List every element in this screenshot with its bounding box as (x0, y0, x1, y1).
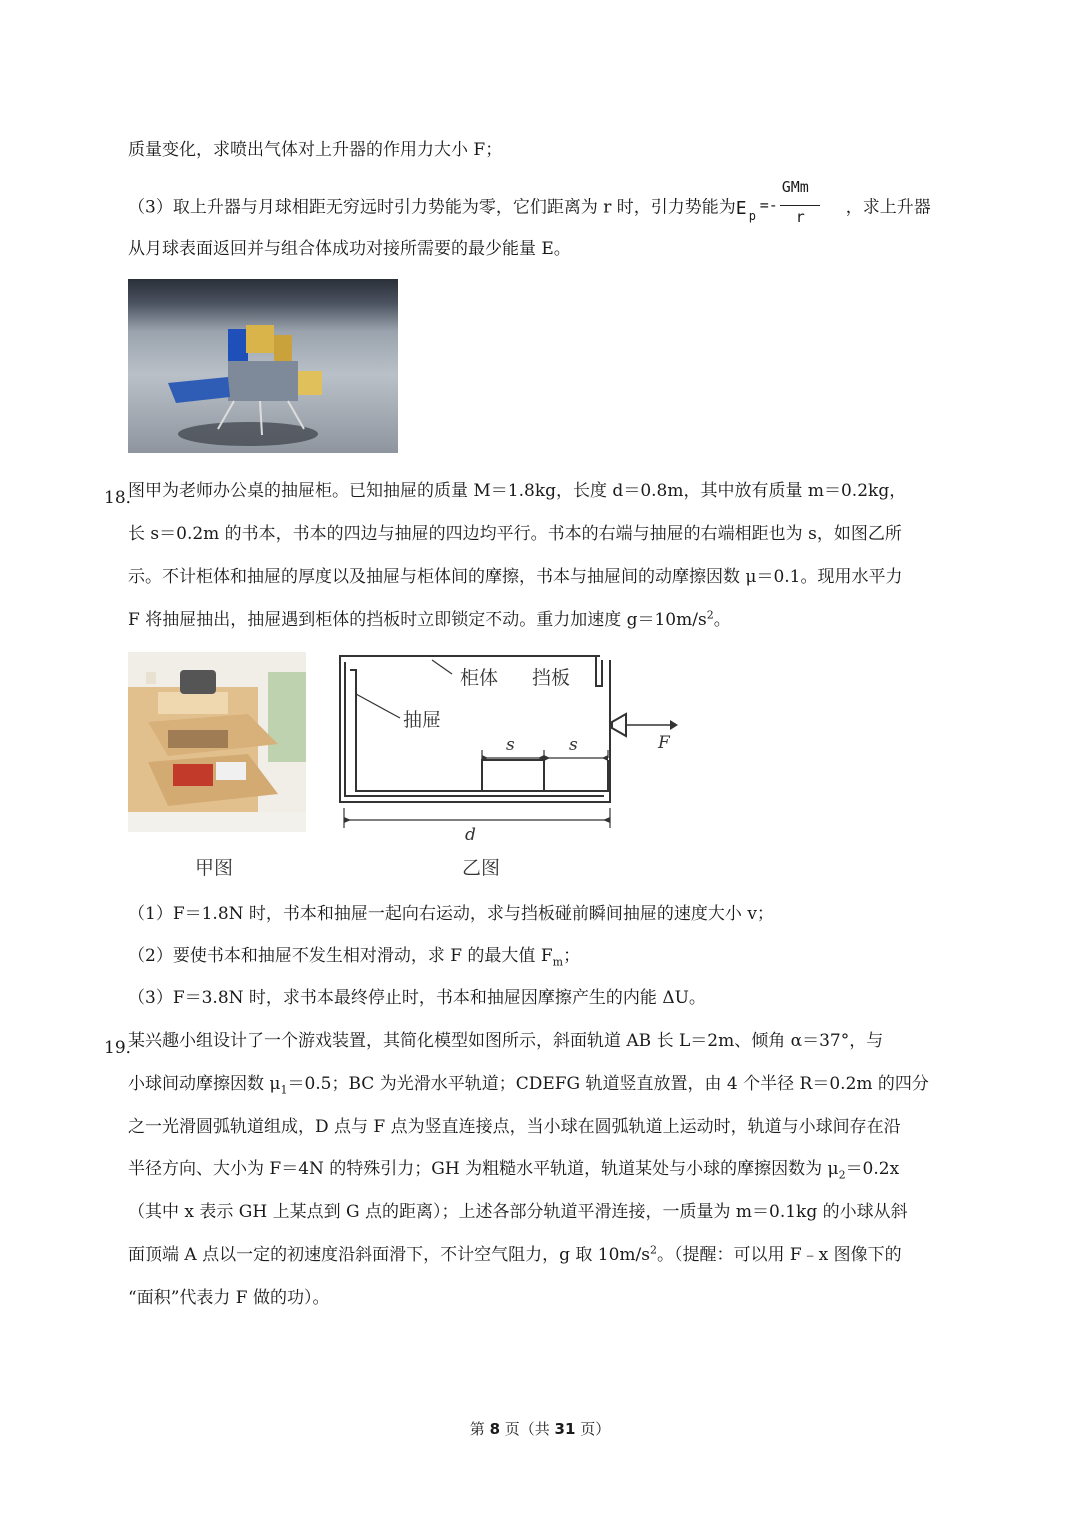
label-drawer: 抽屉 (403, 709, 442, 731)
lander-illustration (128, 279, 398, 453)
fraction-bar (780, 205, 820, 206)
figure-a-caption: 甲图 (195, 857, 234, 879)
q19-line1: 某兴趣小组设计了一个游戏装置，其简化模型如图所示，斜面轨道 AB 长 L＝2m、倾角 α＝37°，与 (128, 1031, 884, 1051)
q19-line4-text: 半径方向、大小为 F＝4N 的特殊引力；GH 为粗糙水平轨道，轨道某处与小球的摩擦因数为 μ (128, 1159, 839, 1179)
q19-line4 (128, 1159, 900, 1182)
label-baffle: 挡板 (532, 667, 571, 689)
drawer-diagram (330, 648, 690, 848)
q18-part3: （3）F＝3.8N 时，求书本最终停止时，书本和抽屉因摩擦产生的内能 ΔU。 (128, 988, 706, 1008)
q18-line1: 图甲为老师办公桌的抽屉柜。已知抽屉的质量 M＝1.8kg，长度 d＝0.8m，其中放有质量 m＝0.2kg， (128, 481, 907, 501)
q19-line4-end: ＝0.2x (845, 1159, 900, 1179)
lunar-lander-image (128, 279, 398, 453)
q18-line4-end: 。 (713, 610, 731, 630)
ep-symbol: E (735, 198, 747, 219)
ep-numerator: GMm (781, 178, 809, 196)
q19-line6-text: 面顶端 A 点以一定的初速度沿斜面滑下，不计空气阻力，g 取 10m/s (128, 1245, 650, 1265)
q18-line4 (128, 608, 731, 630)
label-s1: s (506, 735, 515, 755)
drawer-cabinet-photo (128, 652, 306, 832)
q19-line3: 之一光滑圆弧轨道组成，D 点与 F 点为竖直连接点，当小球在圆弧轨道上运动时，轨道与小球间存在沿 (128, 1117, 901, 1137)
q19-line2-text: 小球间动摩擦因数 μ (128, 1074, 281, 1094)
cabinet-illustration (128, 652, 306, 832)
label-cabinet: 柜体 (460, 667, 499, 689)
q18-line4-text: F 将抽屉抽出，抽屉遇到柜体的挡板时立即锁定不动。重力加速度 g＝10m/s (128, 610, 707, 630)
q19-line2 (128, 1074, 929, 1097)
q18-part2-end: ； (563, 946, 581, 966)
q19-line6-end: 。（提醒：可以用 F﹣x 图像下的 (656, 1245, 902, 1265)
q19-line2-end: ＝0.5；BC 为光滑水平轨道；CDEFG 轨道竖直放置，由 4 个半径 R＝0.2m 的四分 (287, 1074, 929, 1094)
q18-part1: （1）F＝1.8N 时，书本和抽屉一起向右运动，求与挡板碰前瞬间抽屉的速度大小 v； (128, 904, 774, 924)
ep-equals: =- (759, 196, 778, 214)
q17-text-line1: 质量变化，求喷出气体对上升器的作用力大小 F； (128, 140, 503, 160)
q19-line4-sub: 2 (838, 1168, 846, 1182)
ep-denominator: r (795, 208, 805, 226)
q19-line2-sub: 1 (280, 1083, 288, 1097)
q19-line6-sup: 2 (649, 1243, 657, 1257)
baffle (596, 656, 602, 686)
footer-prefix: 第 (469, 1420, 490, 1438)
q19-line7: “面积”代表力 F 做的功）。 (128, 1288, 330, 1308)
label-s2: s (569, 735, 578, 755)
q19-number: 19． (104, 1038, 143, 1058)
q19-line5: （其中 x 表示 GH 上某点到 G 点的距离）；上述各部分轨道平滑连接，一质量为 m＝0.1kg 的小球从斜 (128, 1202, 908, 1222)
footer-total-pages: 31 (554, 1420, 576, 1438)
book (482, 760, 544, 791)
q18-line3: 示。不计柜体和抽屉的厚度以及抽屉与柜体间的摩擦，书本与抽屉间的动摩擦因数 μ＝0.1。现用水平力 (128, 567, 903, 587)
drawer-handle (612, 714, 626, 736)
q18-part2-sub: m (552, 955, 564, 969)
figure-b-caption: 乙图 (462, 857, 501, 879)
q17-part3-text: （3）取上升器与月球相距无穷远时引力势能为零，它们距离为 r 时，引力势能为 (128, 197, 736, 218)
ep-subscript: p (748, 209, 756, 223)
q18-number: 18． (104, 488, 143, 508)
q17-text-line3: 从月球表面返回并与组合体成功对接所需要的最少能量 E。 (128, 239, 571, 259)
q18-line2: 长 s＝0.2m 的书本，书本的四边与抽屉的四边均平行。书本的右端与抽屉的右端相距也为 s，如图乙所 (128, 524, 902, 544)
page-footer (0, 1418, 1080, 1439)
q18-line4-sup: 2 (706, 608, 714, 622)
q18-part2-text: （2）要使书本和抽屉不发生相对滑动，求 F 的最大值 F (128, 946, 553, 966)
q17-part3-text-end: ，求上升器 (845, 197, 931, 218)
label-d: d (465, 825, 476, 845)
q17-part3-line (128, 178, 931, 230)
potential-energy-formula (735, 178, 846, 230)
q18-part2 (128, 946, 581, 969)
footer-suffix: 页） (575, 1420, 611, 1438)
q19-line6 (128, 1243, 902, 1265)
label-F: F (658, 733, 670, 753)
footer-page-number: 8 (489, 1420, 500, 1438)
footer-middle: 页（共 (500, 1420, 555, 1438)
